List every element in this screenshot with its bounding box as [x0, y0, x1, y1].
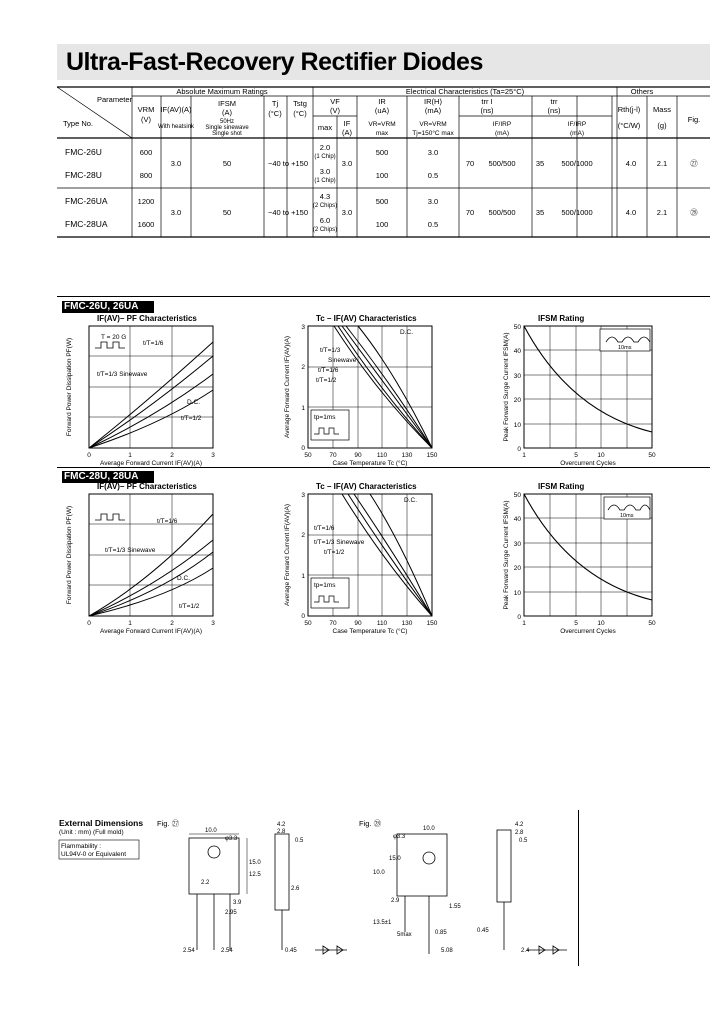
row-vf: 6.0: [319, 216, 331, 225]
y-tick: 50: [513, 324, 521, 331]
x-tick: 10: [597, 452, 605, 459]
row-vrm: 1600: [137, 220, 155, 229]
h-ifav: IF(AV)(A): [160, 105, 192, 114]
dim-value: 2.4: [521, 948, 530, 954]
h-vf: VF: [330, 97, 340, 106]
chart-title: IF(AV)– PF Characteristics: [97, 482, 197, 491]
y-tick: 40: [513, 348, 521, 355]
h-vf-max: max: [317, 123, 333, 132]
curve-label: t/T=1/6: [143, 340, 164, 347]
h-trr2-cond-unit: (mA): [569, 130, 585, 137]
chart-title: IFSM Rating: [538, 314, 585, 323]
h-tj: Tj: [271, 99, 279, 108]
ifsm-chart-1: [500, 312, 670, 472]
fig-label: Fig. ㉘: [359, 819, 382, 828]
external-dimensions: [57, 812, 579, 972]
dim-value: 0.5: [519, 838, 528, 844]
curve-label: D.C.: [177, 575, 190, 582]
curve-label: t/T=1/6: [157, 518, 178, 525]
x-tick: 10: [597, 620, 605, 627]
curve-label: t/T=1/2: [181, 415, 202, 422]
dim-value: 1.55: [449, 904, 461, 910]
dim-flammability-value: UL94V-0 or Equivalent: [61, 851, 127, 858]
row-type: FMC-26U: [65, 147, 102, 157]
curve-label: t/T=1/3: [320, 347, 341, 354]
cell-mass: 2.1: [656, 159, 668, 168]
row-irh: 3.0: [427, 197, 439, 206]
dim-value: 10.0: [205, 828, 217, 834]
y-tick: 30: [513, 541, 521, 548]
y-tick: 20: [513, 397, 521, 404]
curve-label: t/T=1/3 Sinewave: [314, 539, 365, 546]
y-tick: 10: [513, 590, 521, 597]
x-tick: 130: [401, 620, 413, 627]
h-trr1-cond-unit: (mA): [494, 130, 510, 137]
cell-trr1: 70: [465, 159, 475, 168]
h-trr2-cond: IF/IRP: [567, 121, 587, 128]
dim-value: 2.54: [183, 948, 195, 954]
h-rth-unit: (°C/W): [617, 121, 641, 130]
x-tick: 150: [426, 620, 438, 627]
divider-line: [57, 296, 710, 297]
x-tick: 1: [522, 452, 526, 459]
h-ifav-sub: With heatsink: [157, 124, 195, 130]
row-vrm: 800: [139, 171, 153, 180]
x-tick: 3: [211, 620, 215, 627]
curve-label: D.C.: [404, 497, 417, 504]
x-label: Overcurrent Cycles: [560, 460, 616, 467]
x-tick: 1: [522, 620, 526, 627]
y-label: Average Forward Current IF(AV)(A): [284, 504, 291, 606]
curve-label: t/T=1/3 Sinewave: [97, 371, 148, 378]
corner-parameter: Parameter: [97, 95, 133, 104]
chart-title: IFSM Rating: [538, 482, 585, 491]
h-mass-unit: (g): [657, 121, 667, 130]
dim-value: 0.5: [295, 838, 304, 844]
h-trr2: trr: [550, 97, 558, 106]
h-vf-if-unit: (A): [342, 128, 352, 137]
row-irh: 0.5: [427, 171, 439, 180]
x-label: Case Temperature Tc (°C): [332, 460, 408, 467]
x-tick: 90: [354, 620, 362, 627]
x-tick: 70: [329, 620, 337, 627]
cell-ifsm: 50: [222, 159, 232, 168]
cell-trr1-cond: 500/500: [488, 208, 516, 217]
row-ir: 500: [375, 148, 389, 157]
y-tick: 10: [513, 422, 521, 429]
cell-ifav: 3.0: [170, 159, 182, 168]
y-label: Average Forward Current IF(AV)(A): [284, 336, 291, 438]
y-tick: 0: [301, 445, 305, 452]
x-tick: 1: [128, 452, 132, 459]
x-tick: 0: [87, 452, 91, 459]
h-ifsm-sub2: Single sinewave: [205, 125, 249, 131]
cell-trr2: 35: [535, 159, 545, 168]
annotation: tp=1ms: [314, 414, 336, 421]
dim-value: 0.45: [477, 928, 489, 934]
x-label: Average Forward Current IF(AV)(A): [100, 460, 202, 467]
row-vf-note: (2 Chips): [312, 203, 338, 209]
inset-label: 10ms: [618, 345, 632, 351]
h-ifsm-unit: (A): [222, 108, 232, 117]
row-vf-note: (1 Chip): [314, 154, 336, 160]
x-tick: 0: [87, 620, 91, 627]
curve-label: t/T=1/6: [314, 525, 335, 532]
tc-chart-2: [280, 480, 450, 640]
dim-value: 3.9: [233, 900, 242, 906]
x-label: Case Temperature Tc (°C): [332, 628, 408, 635]
curve-label: t/T=1/2: [316, 377, 337, 384]
cell-fig: ㉘: [690, 208, 698, 217]
cell-trr2-cond: 500/1000: [561, 208, 593, 217]
h-ir-unit: (uA): [374, 106, 390, 115]
x-tick: 150: [426, 452, 438, 459]
x-tick: 70: [329, 452, 337, 459]
curve-label: D.C.: [400, 329, 413, 336]
h-tstg-unit: (°C): [293, 109, 307, 118]
dim-value: 2.6: [291, 886, 300, 892]
x-tick: 110: [376, 452, 388, 459]
dim-value: 2.54: [221, 948, 233, 954]
x-tick: 5: [574, 620, 578, 627]
tc-chart-1: [280, 312, 450, 472]
dim-value: 15.0: [249, 860, 261, 866]
annotation: T = 20 G: [101, 334, 127, 341]
x-tick: 90: [354, 452, 362, 459]
dim-value: 2.95: [225, 910, 237, 916]
dim-value: φ3.3: [225, 836, 238, 842]
x-tick: 2: [170, 620, 174, 627]
row-vf-note: (1 Chip): [314, 178, 336, 184]
cell-trr1-cond: 500/500: [488, 159, 516, 168]
y-tick: 40: [513, 516, 521, 523]
x-tick: 3: [211, 452, 215, 459]
dim-value: 2.8: [277, 829, 286, 835]
x-tick: 50: [648, 452, 656, 459]
dim-units: (Unit : mm) (Full mold): [59, 829, 124, 836]
y-tick: 3: [301, 324, 305, 331]
y-tick: 3: [301, 492, 305, 499]
x-tick: 50: [304, 452, 312, 459]
section-label: FMC-28U, 28UA: [62, 471, 154, 483]
cell-trr1: 70: [465, 208, 475, 217]
cell-mass: 2.1: [656, 208, 668, 217]
row-vf: 2.0: [319, 143, 331, 152]
dim-value: 5max: [397, 932, 412, 938]
chart-title: Tc – IF(AV) Characteristics: [316, 482, 417, 491]
curve-label: t/T=1/6: [318, 367, 339, 374]
x-label: Overcurrent Cycles: [560, 628, 616, 635]
curve-label: D.C.: [187, 399, 200, 406]
row-vf: 3.0: [319, 167, 331, 176]
h-vf-unit: (V): [330, 106, 340, 115]
pf-chart-2: [57, 480, 227, 640]
group-others: Others: [630, 87, 654, 96]
cell-vf-if: 3.0: [341, 159, 353, 168]
y-tick: 2: [301, 532, 305, 539]
x-tick: 130: [401, 452, 413, 459]
cell-rth: 4.0: [625, 159, 637, 168]
row-ir: 100: [375, 220, 389, 229]
row-type: FMC-28U: [65, 170, 102, 180]
y-tick: 20: [513, 565, 521, 572]
h-vf-if: IF: [343, 119, 351, 128]
row-type: FMC-26UA: [65, 196, 108, 206]
y-tick: 0: [517, 614, 521, 621]
y-label: Forward Power Dissipation PF(W): [66, 505, 73, 605]
dim-value: 13.5±1: [373, 920, 392, 926]
dim-flammability: Flammability :: [61, 843, 102, 850]
dim-value: 4.2: [277, 822, 286, 828]
dim-value: 2.2: [201, 880, 210, 886]
h-ir-cond: VR=VRM: [368, 121, 396, 128]
x-tick: 5: [574, 452, 578, 459]
cell-ifav: 3.0: [170, 208, 182, 217]
dim-value: 5.08: [441, 948, 453, 954]
x-tick: 110: [376, 620, 388, 627]
x-tick: 1: [128, 620, 132, 627]
h-trr2-unit: (ns): [547, 106, 561, 115]
dim-value: 2.8: [515, 830, 524, 836]
chart-title: IF(AV)– PF Characteristics: [97, 314, 197, 323]
group-amr: Absolute Maximum Ratings: [176, 87, 268, 96]
row-irh: 0.5: [427, 220, 439, 229]
y-tick: 30: [513, 373, 521, 380]
cell-tj-tstg: −40 to +150: [267, 159, 309, 168]
ifsm-chart-2: [500, 480, 670, 640]
h-irh-cond2: Tj=150°C max: [412, 130, 454, 137]
h-tj-unit: (°C): [268, 109, 282, 118]
x-tick: 2: [170, 452, 174, 459]
y-tick: 0: [301, 613, 305, 620]
dim-value: 10.0: [423, 826, 435, 832]
section-label: FMC-26U, 26UA: [62, 301, 154, 313]
cell-ifsm: 50: [222, 208, 232, 217]
row-ir: 100: [375, 171, 389, 180]
dim-value: 12.5: [249, 872, 261, 878]
y-tick: 1: [301, 405, 305, 412]
cell-tj-tstg: −40 to +150: [267, 208, 309, 217]
row-vf-note: (2 Chips): [312, 227, 338, 233]
curve-label: t/T=1/3 Sinewave: [105, 547, 156, 554]
h-ir-cond2: max: [375, 130, 389, 137]
x-label: Average Forward Current IF(AV)(A): [100, 628, 202, 635]
curve-label: t/T=1/2: [324, 549, 345, 556]
h-irh-cond: VR=VRM: [419, 121, 447, 128]
y-label: Peak Forward Surge Current IFSM(A): [503, 332, 510, 442]
h-ifsm-sub1: 50Hz: [219, 119, 235, 125]
row-vrm: 600: [139, 148, 153, 157]
h-mass: Mass: [653, 105, 671, 114]
annotation: tp=1ms: [314, 582, 336, 589]
chart-title: Tc – IF(AV) Characteristics: [316, 314, 417, 323]
h-vrm: VRM: [137, 105, 155, 114]
spec-table: [57, 86, 710, 238]
dim-title: External Dimensions: [59, 818, 144, 828]
dim-value: 0.85: [435, 930, 447, 936]
y-label: Peak Forward Surge Current IFSM(A): [503, 500, 510, 610]
row-vrm: 1200: [137, 197, 155, 206]
y-tick: 1: [301, 573, 305, 580]
dim-value: 2.9: [391, 898, 400, 904]
corner-type: Type No.: [63, 119, 94, 128]
h-trr1-unit: (ns): [480, 106, 494, 115]
dim-value: 15.0: [389, 856, 401, 862]
y-tick: 50: [513, 492, 521, 499]
group-elec: Electrical Characteristics (Ta=25°C): [405, 87, 525, 96]
row-type: FMC-28UA: [65, 219, 108, 229]
cell-vf-if: 3.0: [341, 208, 353, 217]
dim-value: 4.2: [515, 822, 524, 828]
h-ifsm: IFSM: [218, 99, 236, 108]
y-label: Forward Power Dissipation PF(W): [66, 337, 73, 437]
page-title: Ultra-Fast-Recovery Rectifier Diodes: [66, 48, 483, 76]
h-ir: IR: [378, 97, 386, 106]
dim-value: 0.45: [285, 948, 297, 954]
h-tstg: Tstg: [293, 99, 307, 108]
divider-line: [578, 810, 579, 966]
cell-trr2: 35: [535, 208, 545, 217]
fig-label: Fig. ㉗: [157, 819, 180, 828]
dim-value: φ3.3: [393, 834, 406, 840]
y-tick: 2: [301, 364, 305, 371]
x-tick: 50: [304, 620, 312, 627]
dim-value: 10.0: [373, 870, 385, 876]
curve-label: t/T=1/2: [179, 603, 200, 610]
curve-label: Sinewave: [328, 357, 357, 364]
h-ifsm-sub3: Single shot: [212, 131, 242, 137]
row-ir: 500: [375, 197, 389, 206]
h-trr1-cond: IF/IRP: [492, 121, 512, 128]
h-irh: IR(H): [424, 97, 442, 106]
inset-label: 10ms: [620, 513, 634, 519]
cell-fig: ㉗: [690, 159, 698, 168]
row-irh: 3.0: [427, 148, 439, 157]
pf-chart-1: [57, 312, 227, 472]
y-tick: 0: [517, 446, 521, 453]
h-trr1: trr I: [481, 97, 493, 106]
h-vrm-unit: (V): [141, 115, 151, 124]
h-irh-unit: (mA): [424, 106, 442, 115]
h-rth: Rth(j-l): [617, 105, 641, 114]
h-fig: Fig.: [687, 115, 701, 124]
row-vf: 4.3: [319, 192, 331, 201]
x-tick: 50: [648, 620, 656, 627]
cell-rth: 4.0: [625, 208, 637, 217]
cell-trr2-cond: 500/1000: [561, 159, 593, 168]
